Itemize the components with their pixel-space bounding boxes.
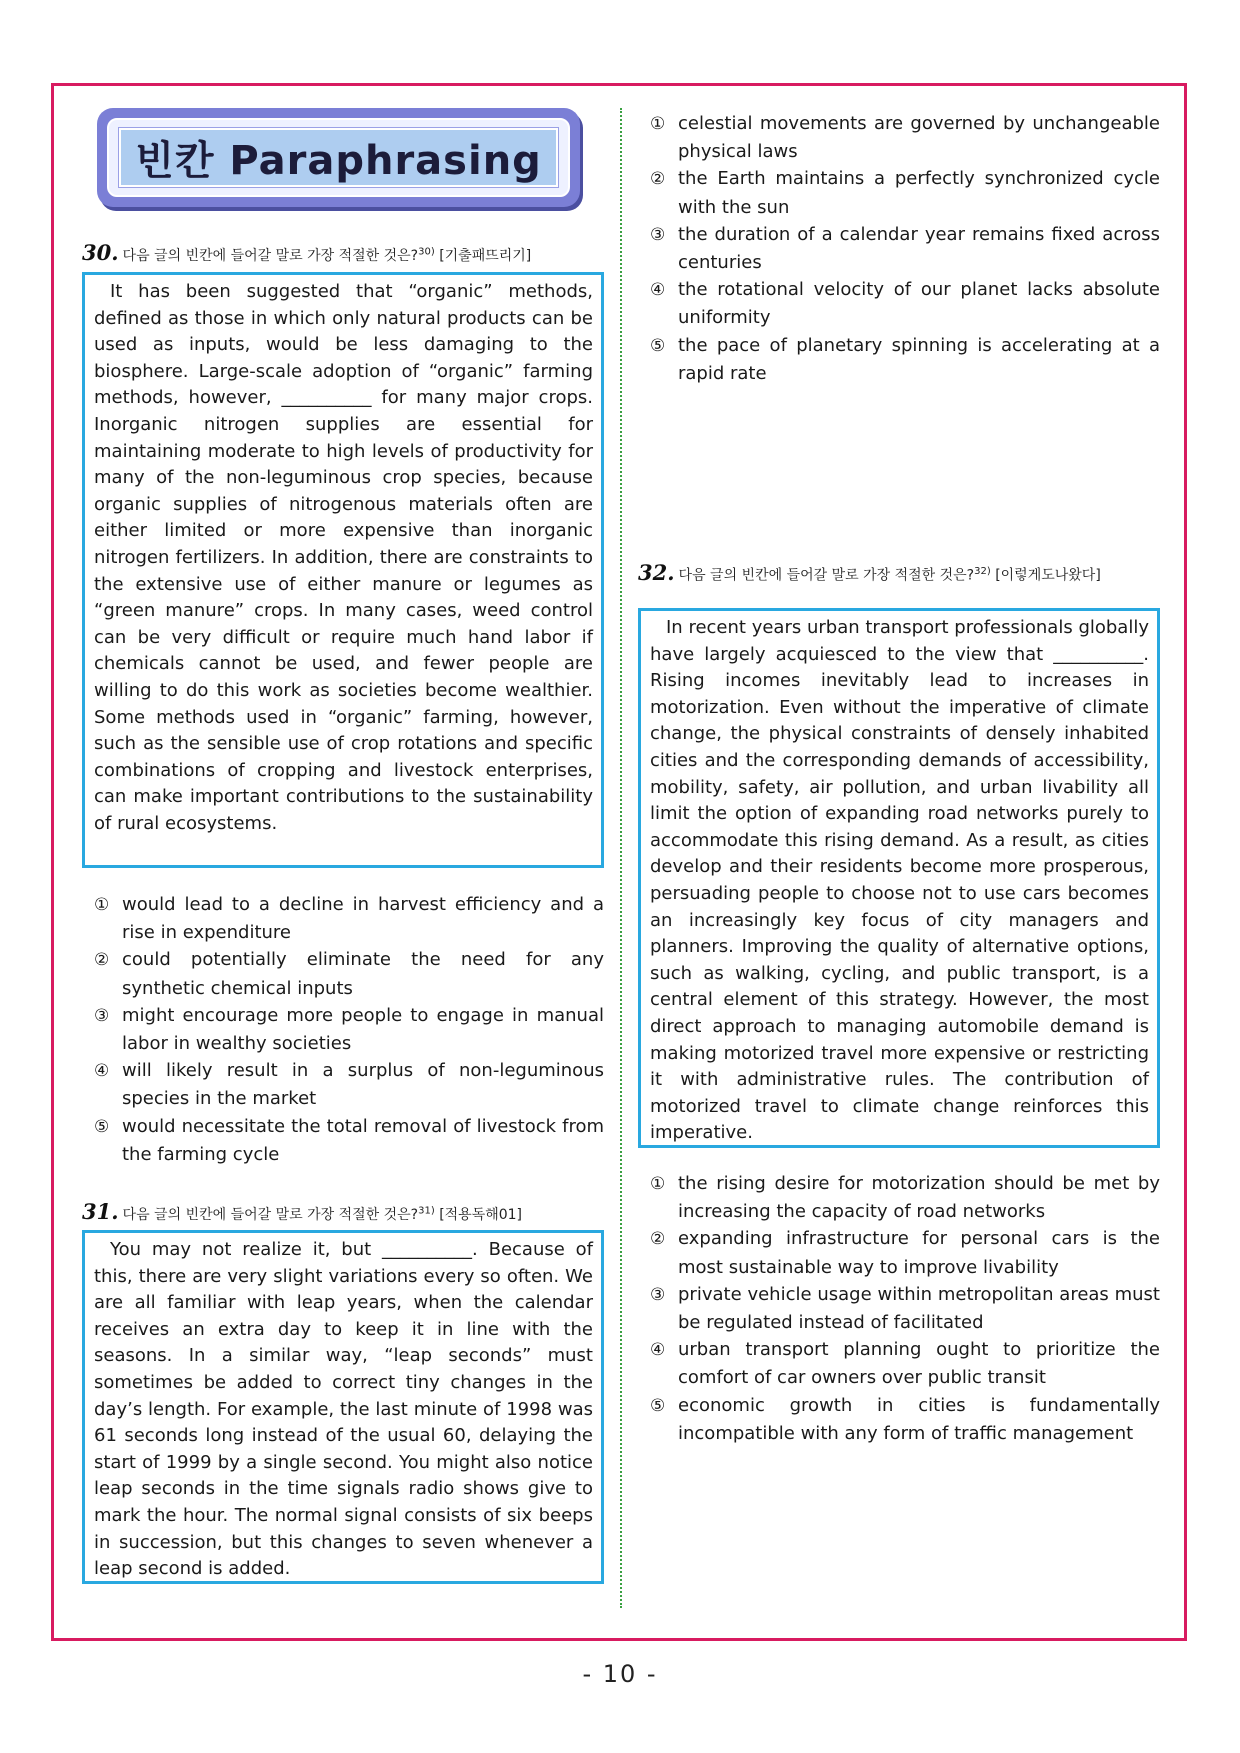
question-31-header xyxy=(82,1199,522,1224)
choice-3[interactable]: ③ might encourage more people to engage in manual labor in wealthy societies xyxy=(94,1004,604,1055)
choice-5[interactable]: ⑤ economic growth in cities is fundamentally incompatible with any form of traffic management xyxy=(650,1394,1160,1444)
question-tag: [적용독해01] xyxy=(439,1207,523,1223)
choice-3[interactable]: ③ private vehicle usage within metropolitan areas must be regulated instead of facilitated xyxy=(650,1283,1160,1334)
question-31-passage xyxy=(82,1230,604,1584)
choice-5[interactable]: ⑤ would necessitate the total removal of livestock from the farming cycle xyxy=(94,1115,604,1165)
choice-2[interactable]: ② the Earth maintains a perfectly synchronized cycle with the sun xyxy=(650,168,1160,218)
question-30-choices xyxy=(94,891,604,1168)
choice-2[interactable]: ② expanding infrastructure for personal cars is the most sustainable way to improve livability xyxy=(650,1228,1160,1278)
question-tag: [이렇게도나왔다] xyxy=(995,567,1101,584)
question-prompt: 다음 글의 빈칸에 들어갈 말로 가장 적절한 것은? xyxy=(678,567,975,584)
section-title: 빈칸 Paraphrasing xyxy=(135,138,542,184)
choice-1[interactable]: ① the rising desire for motorization should be met by increasing the capacity of road networks xyxy=(650,1173,1160,1223)
column-divider xyxy=(620,108,622,1608)
question-32-header xyxy=(638,559,1158,586)
footnote-ref: 32) xyxy=(974,566,991,577)
page-number: - 10 - xyxy=(582,1660,658,1688)
question-30-passage xyxy=(82,272,604,868)
choice-1[interactable]: ① celestial movements are governed by unchangeable physical laws xyxy=(650,113,1160,163)
choice-5[interactable]: ⑤ the pace of planetary spinning is accelerating at a rapid rate xyxy=(650,334,1160,384)
choice-4[interactable]: ④ the rotational velocity of our planet lacks absolute uniformity xyxy=(650,279,1160,329)
section-title-badge xyxy=(97,108,580,207)
choice-3[interactable]: ③ the duration of a calendar year remains fixed across centuries xyxy=(650,223,1160,274)
question-32-passage xyxy=(638,608,1160,1148)
footnote-ref: 30) xyxy=(418,246,435,258)
choice-4[interactable]: ④ urban transport planning ought to prioritize the comfort of car owners over public transit xyxy=(650,1339,1160,1389)
question-prompt: 다음 글의 빈칸에 들어갈 말로 가장 적절한 것은? xyxy=(122,1207,419,1223)
question-number: 30. xyxy=(82,240,119,265)
footnote-ref: 31) xyxy=(418,1205,435,1217)
question-prompt: 다음 글의 빈칸에 들어갈 말로 가장 적절한 것은? xyxy=(122,248,419,264)
question-number: 31. xyxy=(82,1199,119,1224)
question-tag: [기출패뜨리기] xyxy=(439,248,532,264)
choice-1[interactable]: ① would lead to a decline in harvest efficiency and a rise in expenditure xyxy=(94,894,604,944)
passage-text: In recent years urban transport professionals globally have largely acquiesced to the view that __________. Rising incomes inevitably lead to increases in motorization. Even without the imperative of climate change, the physical constraints of densely inhabited cities and the corresponding demands of accessibility, mobility, safety, air pollution, and urban livability all limit the option of expanding road networks purely to accommodate this rising demand. As a result, as cities develop and their residents become more prosperous, persuading people to choose not to use cars becomes an increasingly key focus of city managers and planners. Improving the quality of alternative options, such as walking, cycling, and public transport, is a central element of this strategy. However, the most direct approach to managing automobile demand is making motorized travel more expensive or restricting it with administrative rules. The contribution of motorized travel to climate change reinforces this imperative. xyxy=(650,617,1149,1144)
question-30-header xyxy=(82,240,531,265)
choice-4[interactable]: ④ will likely result in a surplus of non-leguminous species in the market xyxy=(94,1060,604,1110)
question-number: 32. xyxy=(638,559,675,585)
question-31-choices xyxy=(650,110,1160,387)
passage-text: It has been suggested that “organic” methods, defined as those in which only natural products can be used as inputs, would be less damaging to the biosphere. Large-scale adoption of “organic” farming methods, however, __________ for many major crops. Inorganic nitrogen supplies are essential for maintaining moderate to high levels of productivity for many of the non-leguminous crop species, because organic supplies of nitrogenous materials often are either limited or more expensive than inorganic nitrogen fertilizers. In addition, there are constraints to the extensive use of either manure or legumes as “green manure” crops. In many cases, weed control can be very difficult or require much hand labor if chemicals cannot be used, and fewer people are willing to do this work as societies become wealthier. Some methods used in “organic” farming, however, such as the sensible use of crop rotations and specific combinations of cropping and livestock enterprises, can make important contributions to the sustainability of rural ecosystems. xyxy=(94,281,593,834)
passage-text: You may not realize it, but __________. Because of this, there are very slight variations every so often. We are all familiar with leap years, when the calendar receives an extra day to keep it in line with the seasons. In a similar way, “leap seconds” must sometimes be added to correct tiny changes in the day’s length. For example, the last minute of 1998 was 61 seconds long instead of the usual 60, delaying the start of 1999 by a single second. You might also notice leap seconds in the time signals radio shows give to mark the hour. The normal signal consists of six beeps in succession, but this changes to seven whenever a leap second is added. xyxy=(94,1239,593,1580)
choice-2[interactable]: ② could potentially eliminate the need for any synthetic chemical inputs xyxy=(94,949,604,999)
question-32-choices xyxy=(650,1170,1160,1447)
